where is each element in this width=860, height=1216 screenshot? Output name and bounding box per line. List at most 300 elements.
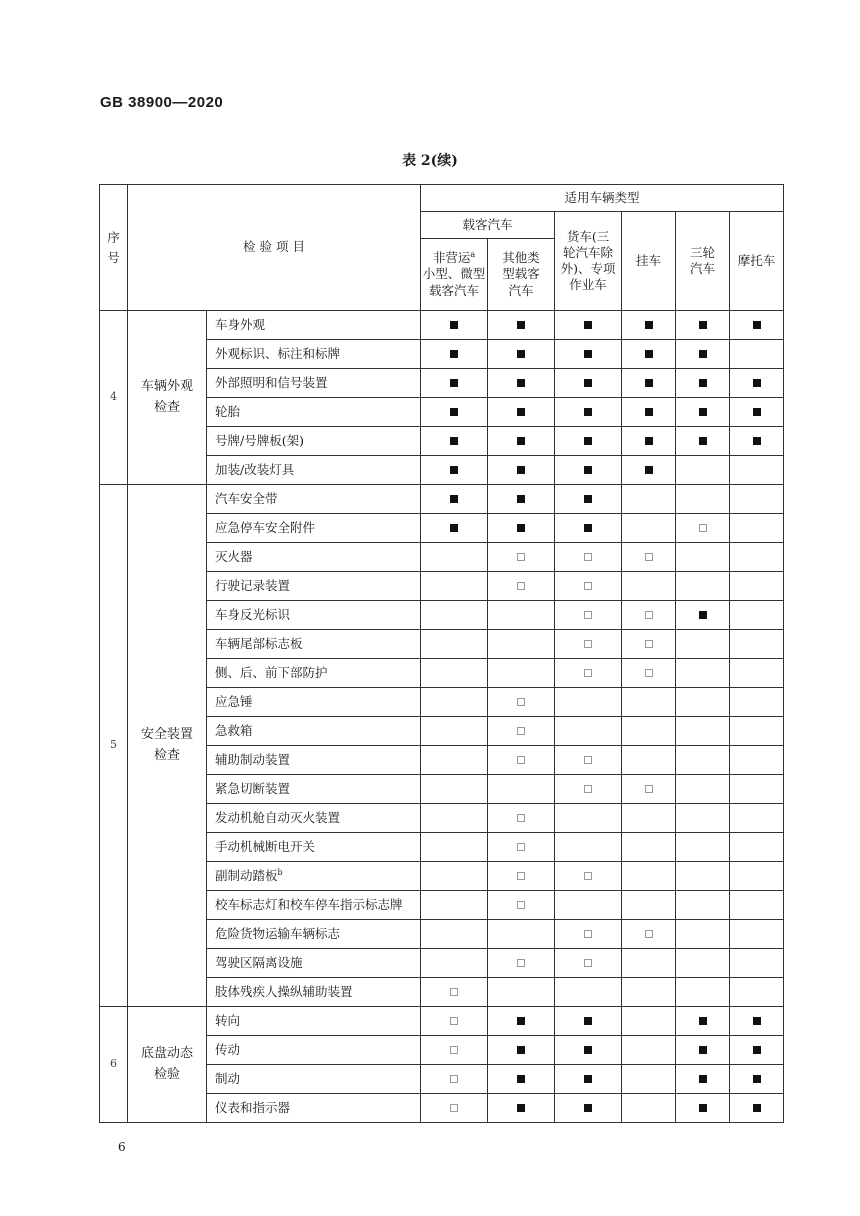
applicability-cell: [730, 456, 784, 485]
applicability-cell: [676, 775, 730, 804]
applicability-cell: [730, 920, 784, 949]
applicability-cell: [676, 1065, 730, 1094]
inspection-item: 汽车安全带: [207, 485, 421, 514]
applicability-cell: [555, 1065, 622, 1094]
filled-square-icon: [450, 466, 458, 474]
filled-square-icon: [753, 437, 761, 445]
filled-square-icon: [753, 1104, 761, 1112]
hollow-square-icon: [645, 611, 653, 619]
applicability-cell: [555, 514, 622, 543]
applicability-cell: [421, 949, 488, 978]
applicability-cell: [730, 1036, 784, 1065]
hollow-square-icon: [517, 901, 525, 909]
applicability-cell: [730, 833, 784, 862]
group-name: 底盘动态 检验: [128, 1007, 207, 1123]
group-seq: 5: [100, 485, 128, 1007]
filled-square-icon: [517, 466, 525, 474]
applicability-cell: [676, 311, 730, 340]
applicability-cell: [421, 1036, 488, 1065]
applicability-cell: [488, 1007, 555, 1036]
hollow-square-icon: [517, 582, 525, 590]
filled-square-icon: [645, 408, 653, 416]
applicability-cell: [488, 1094, 555, 1123]
col-header-other-passenger: 其他类 型载客 汽车: [488, 239, 555, 311]
applicability-cell: [676, 514, 730, 543]
applicability-cell: [622, 456, 676, 485]
applicability-cell: [676, 862, 730, 891]
group-name: 安全装置 检查: [128, 485, 207, 1007]
applicability-cell: [555, 949, 622, 978]
applicability-cell: [622, 630, 676, 659]
standard-number: GB 38900—2020: [100, 94, 224, 111]
col-header-truck: 货车(三 轮汽车除 外)、专项 作业车: [555, 212, 622, 311]
col-header-trailer: 挂车: [622, 212, 676, 311]
applicability-cell: [622, 688, 676, 717]
filled-square-icon: [584, 524, 592, 532]
applicability-cell: [622, 717, 676, 746]
applicability-cell: [488, 1036, 555, 1065]
inspection-item: 车辆尾部标志板: [207, 630, 421, 659]
applicability-cell: [676, 1036, 730, 1065]
inspection-item: 制动: [207, 1065, 421, 1094]
hollow-square-icon: [645, 930, 653, 938]
hollow-square-icon: [517, 959, 525, 967]
applicability-cell: [730, 659, 784, 688]
applicability-cell: [676, 572, 730, 601]
applicability-cell: [676, 688, 730, 717]
filled-square-icon: [584, 1046, 592, 1054]
filled-square-icon: [699, 1017, 707, 1025]
applicability-cell: [730, 717, 784, 746]
applicability-cell: [488, 775, 555, 804]
applicability-cell: [488, 688, 555, 717]
filled-square-icon: [753, 379, 761, 387]
applicability-cell: [676, 920, 730, 949]
hollow-square-icon: [645, 669, 653, 677]
applicability-cell: [676, 369, 730, 398]
applicability-cell: [676, 398, 730, 427]
applicability-cell: [421, 717, 488, 746]
applicability-cell: [488, 746, 555, 775]
applicability-cell: [421, 1065, 488, 1094]
hollow-square-icon: [517, 843, 525, 851]
applicability-cell: [421, 862, 488, 891]
filled-square-icon: [517, 350, 525, 358]
applicability-cell: [555, 485, 622, 514]
filled-square-icon: [584, 321, 592, 329]
inspection-item: 轮胎: [207, 398, 421, 427]
filled-square-icon: [450, 350, 458, 358]
filled-square-icon: [699, 1104, 707, 1112]
applicability-cell: [488, 891, 555, 920]
applicability-cell: [622, 775, 676, 804]
applicability-cell: [488, 456, 555, 485]
hollow-square-icon: [645, 553, 653, 561]
filled-square-icon: [584, 437, 592, 445]
applicability-cell: [421, 514, 488, 543]
inspection-item: 辅助制动装置: [207, 746, 421, 775]
applicability-cell: [676, 891, 730, 920]
group-seq: 4: [100, 311, 128, 485]
applicability-cell: [488, 311, 555, 340]
hollow-square-icon: [584, 553, 592, 561]
applicability-cell: [622, 659, 676, 688]
applicability-cell: [622, 746, 676, 775]
applicability-cell: [676, 659, 730, 688]
applicability-cell: [555, 572, 622, 601]
applicability-cell: [730, 311, 784, 340]
applicability-cell: [488, 804, 555, 833]
applicability-cell: [488, 543, 555, 572]
applicability-cell: [676, 717, 730, 746]
applicability-cell: [488, 630, 555, 659]
applicability-cell: [622, 340, 676, 369]
applicability-cell: [421, 630, 488, 659]
applicability-cell: [421, 891, 488, 920]
hollow-square-icon: [450, 1017, 458, 1025]
filled-square-icon: [584, 1017, 592, 1025]
hollow-square-icon: [584, 785, 592, 793]
applicability-cell: [622, 920, 676, 949]
applicability-cell: [555, 891, 622, 920]
applicability-cell: [488, 659, 555, 688]
hollow-square-icon: [517, 756, 525, 764]
applicability-cell: [676, 427, 730, 456]
filled-square-icon: [699, 611, 707, 619]
hollow-square-icon: [584, 872, 592, 880]
hollow-square-icon: [450, 1046, 458, 1054]
filled-square-icon: [699, 437, 707, 445]
applicability-cell: [488, 601, 555, 630]
hollow-square-icon: [584, 640, 592, 648]
applicability-cell: [421, 688, 488, 717]
inspection-item: 转向: [207, 1007, 421, 1036]
filled-square-icon: [584, 408, 592, 416]
applicability-cell: [555, 630, 622, 659]
applicability-cell: [421, 659, 488, 688]
filled-square-icon: [450, 495, 458, 503]
table-row: [100, 1007, 784, 1036]
applicability-cell: [676, 1094, 730, 1123]
filled-square-icon: [645, 466, 653, 474]
applicability-cell: [488, 833, 555, 862]
applicability-cell: [730, 804, 784, 833]
hollow-square-icon: [517, 814, 525, 822]
filled-square-icon: [584, 1104, 592, 1112]
inspection-item: 车身反光标识: [207, 601, 421, 630]
applicability-cell: [555, 862, 622, 891]
applicability-cell: [555, 398, 622, 427]
filled-square-icon: [699, 1075, 707, 1083]
applicability-cell: [555, 717, 622, 746]
filled-square-icon: [753, 1075, 761, 1083]
filled-square-icon: [517, 1017, 525, 1025]
applicability-cell: [421, 978, 488, 1007]
inspection-item: 驾驶区隔离设施: [207, 949, 421, 978]
applicability-cell: [622, 601, 676, 630]
applicability-cell: [488, 398, 555, 427]
inspection-item: 灭火器: [207, 543, 421, 572]
applicability-cell: [676, 601, 730, 630]
applicability-cell: [421, 1094, 488, 1123]
applicability-cell: [488, 949, 555, 978]
applicability-cell: [676, 630, 730, 659]
filled-square-icon: [517, 495, 525, 503]
applicability-cell: [622, 572, 676, 601]
applicability-cell: [730, 775, 784, 804]
group-name: 车辆外观 检查: [128, 311, 207, 485]
applicability-cell: [622, 1007, 676, 1036]
applicability-cell: [730, 543, 784, 572]
applicability-cell: [421, 427, 488, 456]
inspection-item: 副制动踏板$^b$: [207, 862, 421, 891]
applicability-cell: [488, 427, 555, 456]
applicability-cell: [676, 456, 730, 485]
applicability-cell: [488, 369, 555, 398]
hollow-square-icon: [699, 524, 707, 532]
applicability-cell: [555, 659, 622, 688]
applicability-cell: [555, 1036, 622, 1065]
applicability-cell: [421, 456, 488, 485]
applicability-cell: [730, 485, 784, 514]
applicability-cell: [730, 369, 784, 398]
applicability-cell: [488, 1065, 555, 1094]
filled-square-icon: [450, 524, 458, 532]
inspection-item: 紧急切断装置: [207, 775, 421, 804]
inspection-table: [99, 184, 784, 1123]
applicability-cell: [555, 340, 622, 369]
applicability-cell: [421, 746, 488, 775]
applicability-cell: [622, 1065, 676, 1094]
hollow-square-icon: [584, 959, 592, 967]
filled-square-icon: [699, 379, 707, 387]
applicability-cell: [676, 804, 730, 833]
col-header-small-passenger: 非营运$^a$ 小型、微型 载客汽车: [421, 239, 488, 311]
filled-square-icon: [517, 379, 525, 387]
filled-square-icon: [584, 350, 592, 358]
vehicle-types-header: 适用车辆类型: [421, 185, 784, 212]
applicability-cell: [622, 949, 676, 978]
hollow-square-icon: [645, 785, 653, 793]
filled-square-icon: [645, 379, 653, 387]
applicability-cell: [730, 978, 784, 1007]
inspection-item: 外观标识、标注和标牌: [207, 340, 421, 369]
filled-square-icon: [517, 408, 525, 416]
applicability-cell: [555, 688, 622, 717]
filled-square-icon: [645, 437, 653, 445]
filled-square-icon: [645, 321, 653, 329]
inspection-item: 危险货物运输车辆标志: [207, 920, 421, 949]
inspection-item: 加装/改装灯具: [207, 456, 421, 485]
hollow-square-icon: [517, 553, 525, 561]
inspection-item: 应急停车安全附件: [207, 514, 421, 543]
page-number: 6: [118, 1140, 126, 1154]
applicability-cell: [730, 1094, 784, 1123]
filled-square-icon: [645, 350, 653, 358]
filled-square-icon: [450, 321, 458, 329]
applicability-cell: [622, 833, 676, 862]
filled-square-icon: [517, 321, 525, 329]
col-header-motorcycle: 摩托车: [730, 212, 784, 311]
filled-square-icon: [584, 495, 592, 503]
filled-square-icon: [699, 321, 707, 329]
hollow-square-icon: [517, 872, 525, 880]
filled-square-icon: [753, 321, 761, 329]
applicability-cell: [622, 398, 676, 427]
applicability-cell: [730, 340, 784, 369]
applicability-cell: [555, 833, 622, 862]
applicability-cell: [488, 862, 555, 891]
applicability-cell: [555, 311, 622, 340]
group-seq: 6: [100, 1007, 128, 1123]
hollow-square-icon: [450, 1104, 458, 1112]
applicability-cell: [622, 1094, 676, 1123]
filled-square-icon: [699, 408, 707, 416]
table-row: [100, 485, 784, 514]
applicability-cell: [730, 572, 784, 601]
hollow-square-icon: [584, 756, 592, 764]
applicability-cell: [488, 978, 555, 1007]
filled-square-icon: [450, 408, 458, 416]
inspection-item: 行驶记录装置: [207, 572, 421, 601]
applicability-cell: [730, 1007, 784, 1036]
filled-square-icon: [450, 437, 458, 445]
applicability-cell: [421, 920, 488, 949]
hollow-square-icon: [450, 1075, 458, 1083]
applicability-cell: [488, 340, 555, 369]
applicability-cell: [622, 543, 676, 572]
table-row: [100, 311, 784, 340]
filled-square-icon: [517, 437, 525, 445]
applicability-cell: [622, 891, 676, 920]
applicability-cell: [730, 746, 784, 775]
applicability-cell: [555, 920, 622, 949]
applicability-cell: [421, 804, 488, 833]
applicability-cell: [555, 601, 622, 630]
inspection-item: 肢体残疾人操纵辅助装置: [207, 978, 421, 1007]
filled-square-icon: [584, 1075, 592, 1083]
applicability-cell: [622, 369, 676, 398]
hollow-square-icon: [584, 582, 592, 590]
hollow-square-icon: [450, 988, 458, 996]
hollow-square-icon: [584, 930, 592, 938]
applicability-cell: [555, 978, 622, 1007]
applicability-cell: [488, 920, 555, 949]
filled-square-icon: [584, 466, 592, 474]
applicability-cell: [555, 1094, 622, 1123]
applicability-cell: [488, 572, 555, 601]
applicability-cell: [555, 427, 622, 456]
filled-square-icon: [753, 1017, 761, 1025]
applicability-cell: [676, 340, 730, 369]
applicability-cell: [421, 485, 488, 514]
inspection-item: 侧、后、前下部防护: [207, 659, 421, 688]
inspection-item: 发动机舱自动灭火装置: [207, 804, 421, 833]
applicability-cell: [730, 1065, 784, 1094]
filled-square-icon: [584, 379, 592, 387]
applicability-cell: [622, 427, 676, 456]
applicability-cell: [421, 311, 488, 340]
hollow-square-icon: [584, 669, 592, 677]
applicability-cell: [730, 427, 784, 456]
filled-square-icon: [753, 408, 761, 416]
applicability-cell: [488, 717, 555, 746]
applicability-cell: [622, 978, 676, 1007]
inspection-item: 仪表和指示器: [207, 1094, 421, 1123]
inspection-item: 号牌/号牌板(架): [207, 427, 421, 456]
applicability-cell: [676, 1007, 730, 1036]
applicability-cell: [421, 543, 488, 572]
applicability-cell: [730, 949, 784, 978]
applicability-cell: [421, 398, 488, 427]
applicability-cell: [730, 630, 784, 659]
filled-square-icon: [450, 379, 458, 387]
applicability-cell: [488, 514, 555, 543]
applicability-cell: [488, 485, 555, 514]
filled-square-icon: [517, 1075, 525, 1083]
applicability-cell: [421, 1007, 488, 1036]
filled-square-icon: [517, 1046, 525, 1054]
applicability-cell: [676, 485, 730, 514]
applicability-cell: [730, 688, 784, 717]
applicability-cell: [730, 398, 784, 427]
applicability-cell: [676, 949, 730, 978]
applicability-cell: [622, 514, 676, 543]
applicability-cell: [555, 456, 622, 485]
applicability-cell: [676, 978, 730, 1007]
applicability-cell: [622, 804, 676, 833]
applicability-cell: [421, 340, 488, 369]
applicability-cell: [676, 746, 730, 775]
filled-square-icon: [699, 1046, 707, 1054]
applicability-cell: [730, 601, 784, 630]
applicability-cell: [730, 891, 784, 920]
inspection-item: 应急锤: [207, 688, 421, 717]
applicability-cell: [555, 746, 622, 775]
hollow-square-icon: [645, 640, 653, 648]
hollow-square-icon: [517, 698, 525, 706]
table-caption: 表 2(续): [402, 153, 458, 169]
applicability-cell: [730, 862, 784, 891]
applicability-cell: [421, 601, 488, 630]
applicability-cell: [555, 804, 622, 833]
applicability-cell: [555, 543, 622, 572]
applicability-cell: [730, 514, 784, 543]
seq-header: 序 号: [100, 185, 128, 311]
applicability-cell: [555, 369, 622, 398]
applicability-cell: [622, 311, 676, 340]
col-header-three-wheeler: 三轮 汽车: [676, 212, 730, 311]
inspection-item: 急救箱: [207, 717, 421, 746]
filled-square-icon: [517, 524, 525, 532]
item-header: 检 验 项 目: [128, 185, 421, 311]
applicability-cell: [622, 862, 676, 891]
applicability-cell: [421, 833, 488, 862]
applicability-cell: [676, 833, 730, 862]
filled-square-icon: [517, 1104, 525, 1112]
applicability-cell: [421, 572, 488, 601]
hollow-square-icon: [584, 611, 592, 619]
filled-square-icon: [753, 1046, 761, 1054]
inspection-item: 车身外观: [207, 311, 421, 340]
inspection-item: 手动机械断电开关: [207, 833, 421, 862]
filled-square-icon: [699, 350, 707, 358]
applicability-cell: [555, 775, 622, 804]
applicability-cell: [421, 775, 488, 804]
applicability-cell: [622, 1036, 676, 1065]
inspection-item: 校车标志灯和校车停车指示标志牌: [207, 891, 421, 920]
inspection-item: 传动: [207, 1036, 421, 1065]
